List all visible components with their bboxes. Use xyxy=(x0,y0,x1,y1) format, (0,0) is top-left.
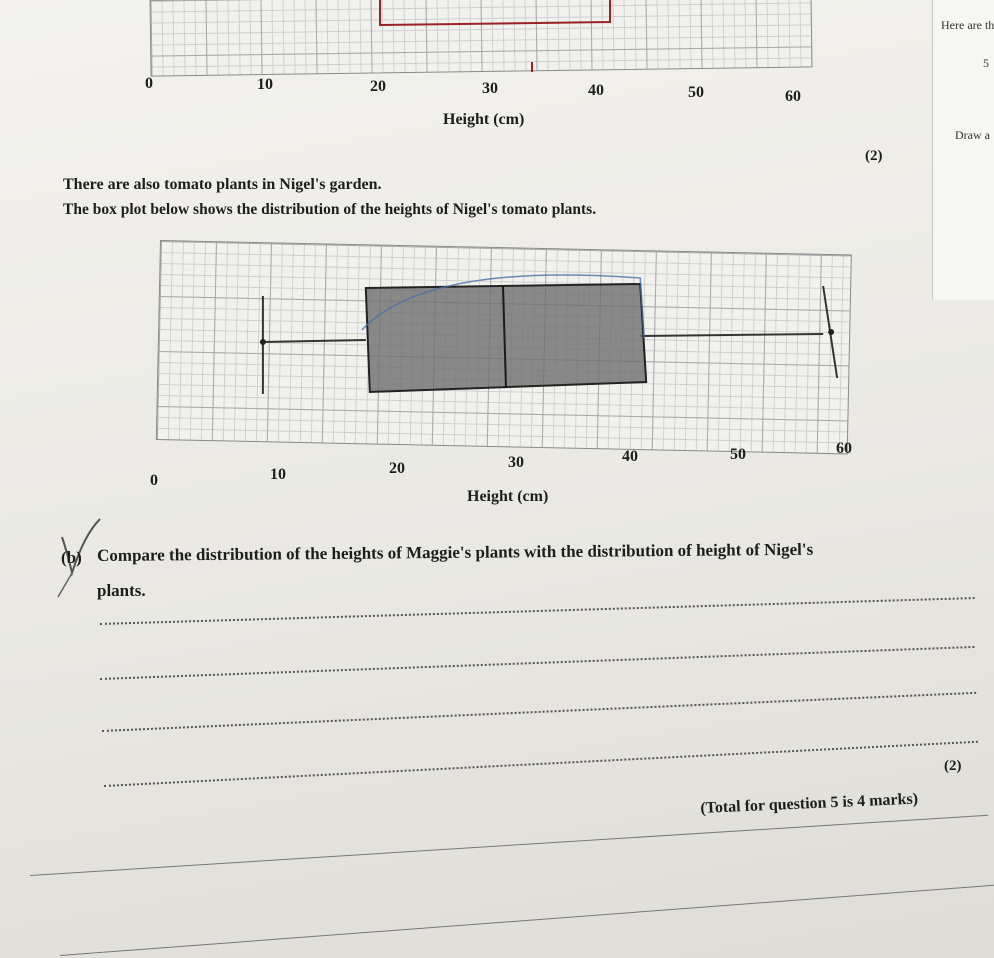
intro-line-2: The box plot below shows the distribution of the heights of Nigel's tomato plants. xyxy=(63,201,597,218)
question-b-text-2: plants. xyxy=(97,581,146,600)
question-divider-line xyxy=(30,815,988,876)
top-tick-60: 60 xyxy=(785,88,801,105)
next-page-text-3: Draw a xyxy=(955,128,990,142)
top-tick-30: 30 xyxy=(482,80,498,97)
min-point xyxy=(260,339,266,345)
part-b-marks: (2) xyxy=(944,758,962,774)
question-b-text-1: Compare the distribution of the heights of Maggie's plants with the distribution of height of Nigel's xyxy=(97,539,814,565)
answer-line-3[interactable] xyxy=(102,692,976,732)
left-whisker xyxy=(263,340,366,342)
box-tick-20: 20 xyxy=(389,460,405,477)
top-tick-20: 20 xyxy=(370,78,386,95)
total-marks: (Total for question 5 is 4 marks) xyxy=(700,790,919,817)
box-tick-10: 10 xyxy=(270,466,286,483)
part-a-marks: (2) xyxy=(865,148,883,164)
top-tick-50: 50 xyxy=(688,84,704,101)
intro-line-1: There are also tomato plants in Nigel's garden. xyxy=(63,176,382,193)
page-edge-line xyxy=(60,885,994,956)
top-chart-xlabel: Height (cm) xyxy=(443,111,525,128)
box-tick-0: 0 xyxy=(150,472,158,489)
top-tick-0: 0 xyxy=(145,75,153,92)
answer-line-4[interactable] xyxy=(104,741,978,787)
question-b-label: (b) xyxy=(61,548,82,567)
box-plot-xlabel: Height (cm) xyxy=(467,488,549,505)
next-page-text-2: 5 xyxy=(983,56,989,70)
box-tick-40: 40 xyxy=(622,448,638,465)
top-tick-40: 40 xyxy=(588,82,604,99)
box-tick-60: 60 xyxy=(836,440,852,457)
answer-line-1[interactable] xyxy=(100,597,975,625)
next-page-text-1: Here are th xyxy=(941,18,994,32)
answer-line-2[interactable] xyxy=(100,646,974,680)
box-tick-50: 50 xyxy=(730,446,746,463)
max-point xyxy=(828,329,834,335)
right-whisker xyxy=(640,334,823,336)
top-tick-10: 10 xyxy=(257,76,273,93)
box-tick-30: 30 xyxy=(508,454,524,471)
